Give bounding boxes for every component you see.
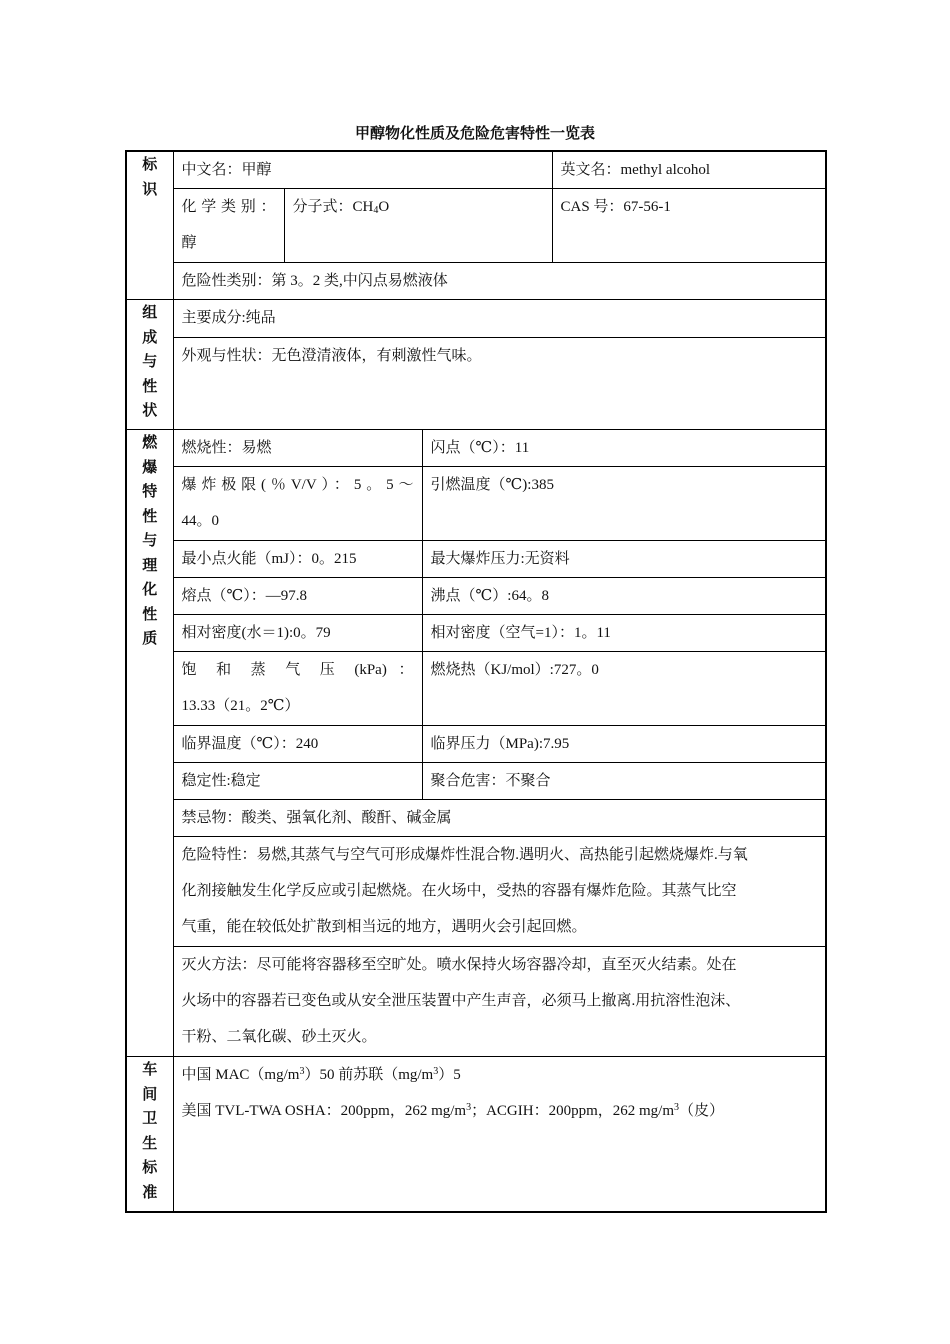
section-label-composition: 组成与性状 [126,300,173,430]
cn-name-cell: 中文名：甲醇 [173,151,552,189]
section-label-identity: 标识 [126,151,173,300]
en-name-cell: 英文名：methyl alcohol [552,151,826,189]
polymerization-cell: 聚合危害：不聚合 [422,763,826,800]
explosion-limit-cell: 爆炸极限(％V/V）：5。5～ 44。0 [173,467,422,541]
flammability-cell: 燃烧性：易燃 [173,430,422,467]
formula-cell: 分子式：$CH_4O$ [284,189,552,263]
hazard-characteristics-cell: 危险特性：易燃,其蒸气与空气可形成爆炸性混合物.遇明火、高热能引起燃烧爆炸.与氧 化剂接触发生化学反应或引起燃烧。在火场中，受热的容器有爆炸危险。其蒸气比空 气重，能在较低处扩散到相当远的地方，遇明火会引起回燃。 [173,837,826,947]
main-component-cell: 主要成分:纯品 [173,300,826,338]
fire-fighting-cell: 灭火方法：尽可能将容器移至空旷处。喷水保持火场容器冷却，直至灭火结素。处在 火场中的容器若已变色或从安全泄压装置中产生声音，必须马上撤离.用抗溶性泡沫、 干粉、二氧化碳、砂土灭火。 [173,947,826,1057]
critical-temp-cell: 临界温度（℃）：240 [173,726,422,763]
hazard-class-cell: 危险性类别：第 3。2 类,中闪点易燃液体 [173,263,826,300]
section-label-hygiene: 车间卫生标准 [126,1057,173,1212]
min-ignition-energy-cell: 最小点火能（mJ）：0。215 [173,541,422,578]
stability-cell: 稳定性:稳定 [173,763,422,800]
hygiene-standard-cell [173,1057,826,1212]
max-explosion-pressure-cell: 最大爆炸压力:无资料 [422,541,826,578]
boiling-point-cell: 沸点（℃）:64。8 [422,578,826,615]
melting-point-cell: 熔点（℃）：—97.8 [173,578,422,615]
appearance-cell: 外观与性状：无色澄清液体，有刺激性气味。 [173,337,826,429]
density-air-cell: 相对密度（空气=1）：1。11 [422,615,826,652]
document-title: 甲醇物化性质及危险危害特性一览表 [354,124,595,142]
flash-point-cell: 闪点（℃）：11 [422,430,826,467]
critical-pressure-cell: 临界压力（MPa):7.95 [422,726,826,763]
hygiene-line-china: 中国 $MAC(mg/m^3)50$ 前苏联$(mg/m^3)5$ [181,1066,461,1083]
density-water-cell: 相对密度(水＝1):0。79 [173,615,422,652]
heat-of-combustion-cell: 燃烧热（KJ/mol）:727。0 [422,652,826,726]
section-label-combustion: 燃爆特性与理化性质 [126,430,173,1057]
vapor-pressure-cell: 饱 和 蒸 气 压 (kPa) ： 13.33（21。2℃） [173,652,422,726]
cas-cell: CAS 号：67-56-1 [552,189,826,263]
chem-class-cell: 化学类别： 醇 [173,189,284,263]
hygiene-line-usa: 美国 TVL-TWA OSHA：200ppm，262 $mg/m^3$；ACGIH：200ppm，262 $mg/m^3$（皮） [181,1102,725,1119]
property-table [125,150,827,1213]
ignition-temp-cell: 引燃温度（℃):385 [422,467,826,541]
incompatibles-cell: 禁忌物：酸类、强氧化剂、酸酐、碱金属 [173,800,826,837]
